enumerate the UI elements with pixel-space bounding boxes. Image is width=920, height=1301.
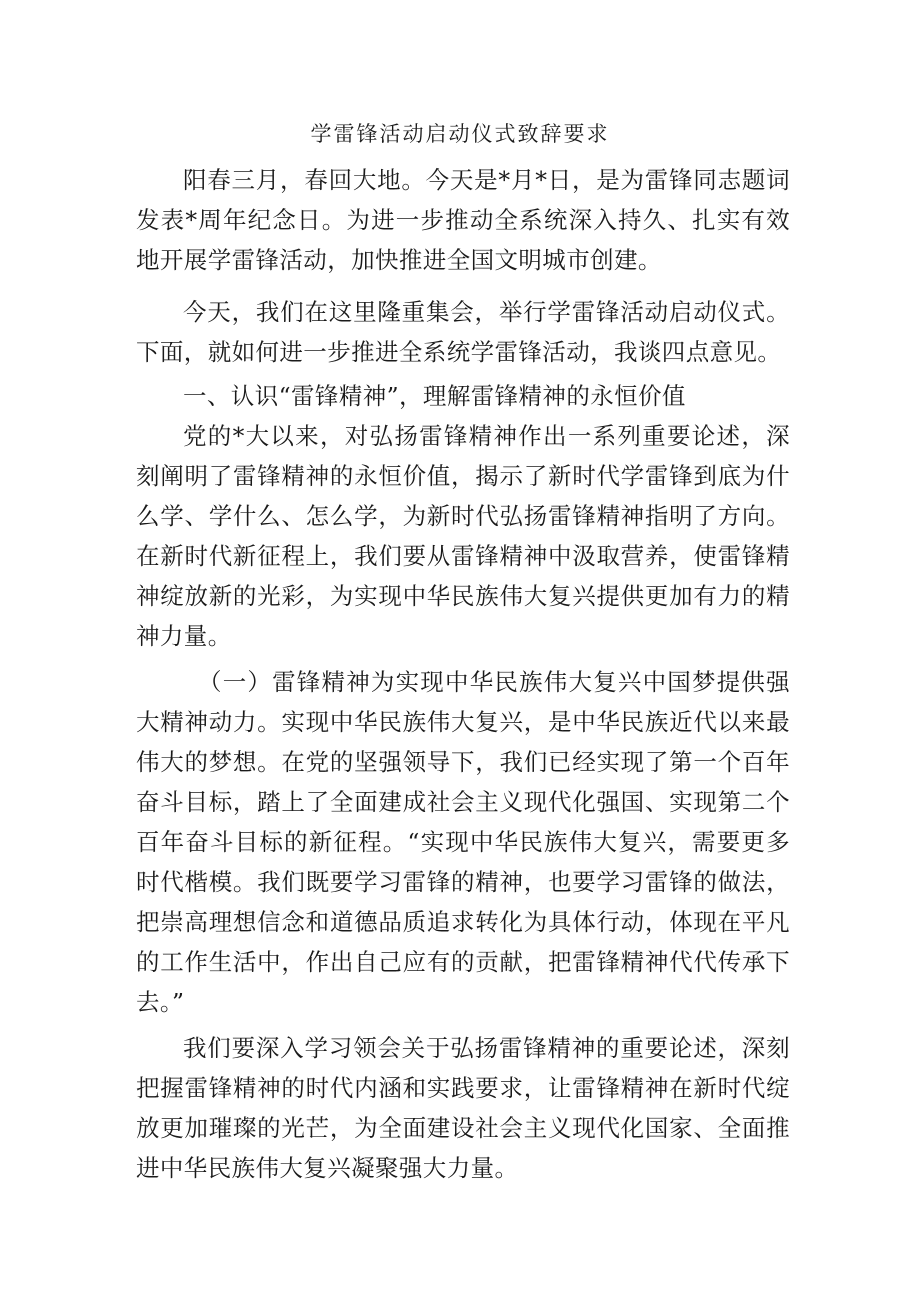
document-title: 学雷锋活动启动仪式致辞要求 xyxy=(310,122,610,146)
document-body xyxy=(136,160,790,1188)
paragraph-intro: 阳春三月，春回大地。今天是*月*日，是为雷锋同志题词发表*周年纪念日。为进一步推动全系统深入持久、扎实有效地开展学雷锋活动，加快推进全国文明城市创建。 xyxy=(136,166,790,274)
paragraph-section-1: 党的*大以来，对弘扬雷锋精神作出一系列重要论述，深刻阐明了雷锋精神的永恒价值，揭示了新时代学雷锋到底为什么学、学什么、怎么学，为新时代弘扬雷锋精神指明了方向。在新时代新征程上，我们要从雷锋精神中汲取营养，使雷锋精神绽放新的光彩，为实现中华民族伟大复兴提供更加有力的精神力量。 xyxy=(136,422,790,650)
section-heading-1: 一、认识“雷锋精神”，理解雷锋精神的永恒价值 xyxy=(183,382,686,410)
paragraph-closing: 我们要深入学习领会关于弘扬雷锋精神的重要论述，深刻把握雷锋精神的时代内涵和实践要求，让雷锋精神在新时代绽放更加璀璨的光芒，为全面建设社会主义现代化国家、全面推进中华民族伟大复兴凝聚强大力量。 xyxy=(136,1034,790,1182)
paragraph-opening: 今天，我们在这里隆重集会，举行学雷锋活动启动仪式。下面，就如何进一步推进全系统学雷锋活动，我谈四点意见。 xyxy=(136,298,790,366)
paragraph-subsection-1: （一）雷锋精神为实现中华民族伟大复兴中国梦提供强大精神动力。实现中华民族伟大复兴，是中华民族近代以来最伟大的梦想。在党的坚强领导下，我们已经实现了第一个百年奋斗目标，踏上了全面建成社会主义现代化强国、实现第二个百年奋斗目标的新征程。“实现中华民族伟大复兴，需要更多时代楷模。我们既要学习雷锋的精神，也要学习雷锋的做法，把崇高理想信念和道德品质追求转化为具体行动，体现在平凡的工作生活中，作出自己应有的贡献，把雷锋精神代代传承下去。” xyxy=(136,668,790,1016)
